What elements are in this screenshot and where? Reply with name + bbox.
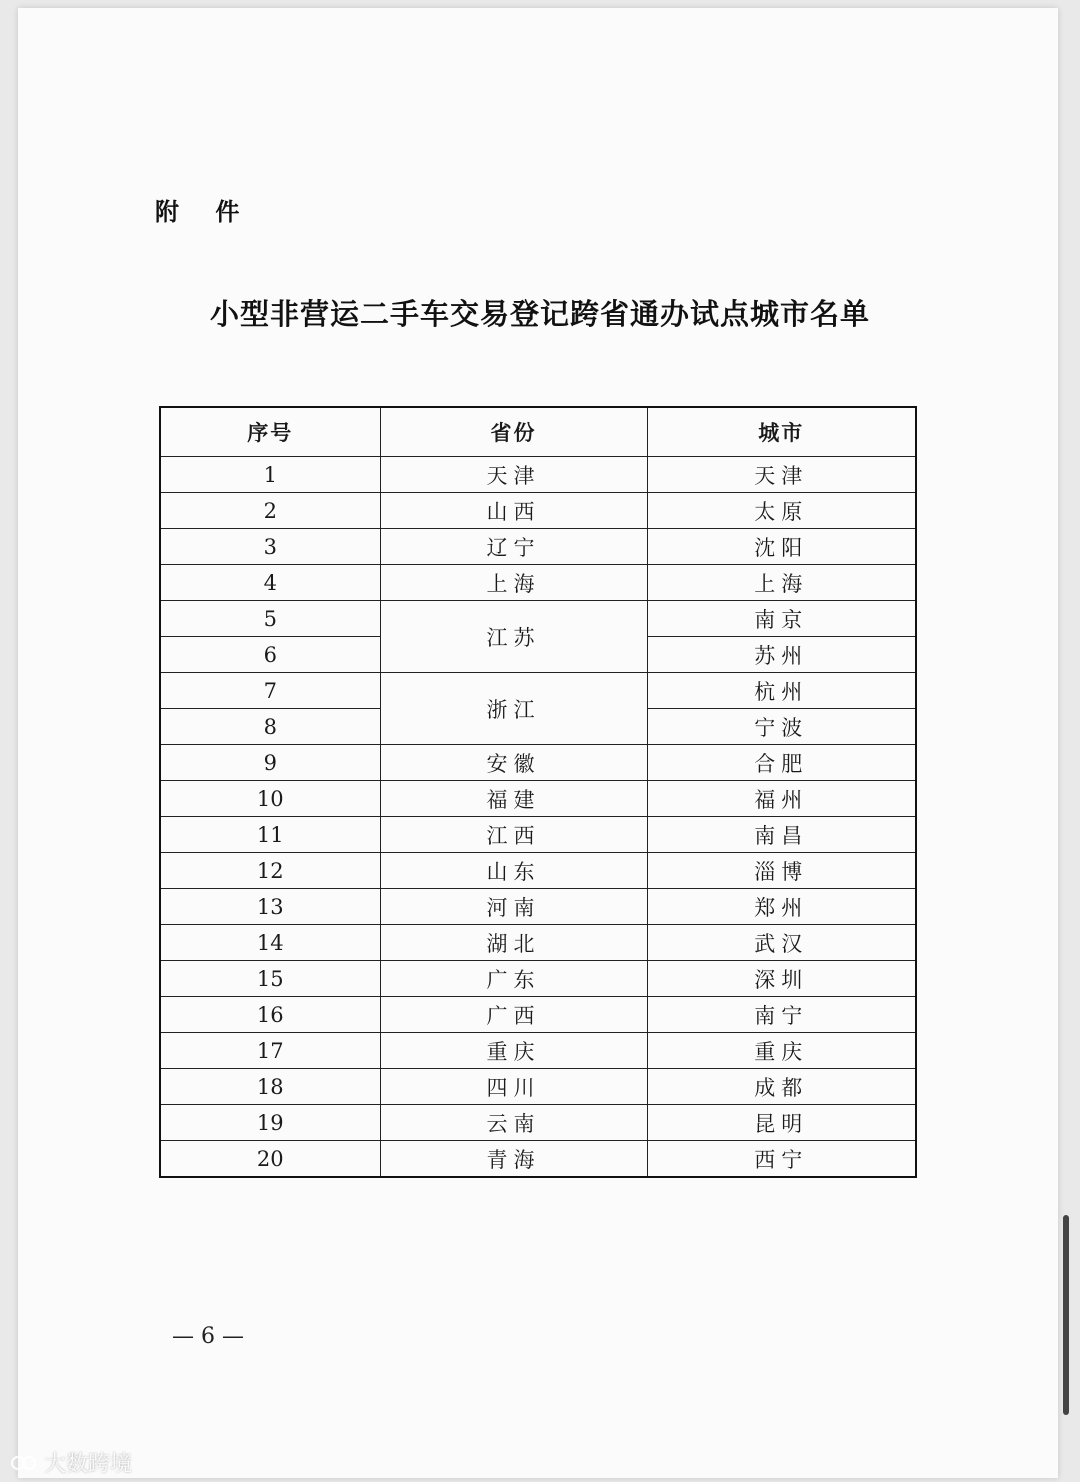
- table-row: [160, 601, 916, 637]
- cell-province: 山东: [380, 853, 647, 889]
- attachment-label: 附 件: [155, 198, 254, 226]
- cell-city: 淄博: [647, 853, 916, 889]
- cell-city: 南宁: [647, 997, 916, 1033]
- cell-number: 9: [160, 745, 380, 781]
- table-row: [160, 1033, 916, 1069]
- table-row: [160, 1069, 916, 1105]
- cell-number: 8: [160, 709, 380, 745]
- table-row: [160, 781, 916, 817]
- header-city: 城市: [647, 407, 916, 457]
- cell-number: 6: [160, 637, 380, 673]
- table-row: [160, 493, 916, 529]
- cell-number: 7: [160, 673, 380, 709]
- cell-number: 5: [160, 601, 380, 637]
- cell-city: 苏州: [647, 637, 916, 673]
- cell-number: 4: [160, 565, 380, 601]
- cell-number: 19: [160, 1105, 380, 1141]
- cell-province: 辽宁: [380, 529, 647, 565]
- cell-city: 成都: [647, 1069, 916, 1105]
- cell-province: 广东: [380, 961, 647, 997]
- watermark: [10, 1447, 132, 1478]
- cell-number: 11: [160, 817, 380, 853]
- table-row: [160, 529, 916, 565]
- document-title: 小型非营运二手车交易登记跨省通办试点城市名单: [209, 297, 870, 331]
- watermark-logo-icon: [10, 1451, 40, 1475]
- cell-province: 山西: [380, 493, 647, 529]
- cell-city: 太原: [647, 493, 916, 529]
- cell-number: 1: [160, 457, 380, 493]
- table-row: [160, 673, 916, 709]
- page-number: — 6 —: [172, 1324, 244, 1349]
- cell-province: 江西: [380, 817, 647, 853]
- cell-province: 江苏: [380, 601, 647, 673]
- table-row: [160, 817, 916, 853]
- table-row: [160, 1105, 916, 1141]
- cell-number: 3: [160, 529, 380, 565]
- cell-number: 17: [160, 1033, 380, 1069]
- cell-city: 武汉: [647, 925, 916, 961]
- cell-province: 云南: [380, 1105, 647, 1141]
- cell-province: 福建: [380, 781, 647, 817]
- cell-province: 重庆: [380, 1033, 647, 1069]
- cell-number: 13: [160, 889, 380, 925]
- cell-number: 20: [160, 1141, 380, 1178]
- cell-number: 15: [160, 961, 380, 997]
- table-row: [160, 961, 916, 997]
- cell-province: 上海: [380, 565, 647, 601]
- table-row: [160, 853, 916, 889]
- cell-city: 南昌: [647, 817, 916, 853]
- cell-province: 安徽: [380, 745, 647, 781]
- cell-number: 12: [160, 853, 380, 889]
- cell-city: 福州: [647, 781, 916, 817]
- table-row: [160, 565, 916, 601]
- table-header-row: [160, 407, 916, 457]
- table-row: [160, 925, 916, 961]
- cell-number: 18: [160, 1069, 380, 1105]
- cell-city: 南京: [647, 601, 916, 637]
- cell-province: 浙江: [380, 673, 647, 745]
- table-row: [160, 889, 916, 925]
- cell-number: 2: [160, 493, 380, 529]
- table-row: [160, 997, 916, 1033]
- cell-province: 广西: [380, 997, 647, 1033]
- cell-city: 宁波: [647, 709, 916, 745]
- cell-city: 杭州: [647, 673, 916, 709]
- header-province: 省份: [380, 407, 647, 457]
- cell-city: 深圳: [647, 961, 916, 997]
- cell-city: 重庆: [647, 1033, 916, 1069]
- cell-city: 郑州: [647, 889, 916, 925]
- cell-province: 河南: [380, 889, 647, 925]
- header-number: 序号: [160, 407, 380, 457]
- cell-number: 10: [160, 781, 380, 817]
- cell-province: 天津: [380, 457, 647, 493]
- cell-city: 昆明: [647, 1105, 916, 1141]
- table-row: [160, 457, 916, 493]
- cell-city: 沈阳: [647, 529, 916, 565]
- scrollbar[interactable]: [1063, 1215, 1069, 1415]
- cell-number: 16: [160, 997, 380, 1033]
- table-row: [160, 1141, 916, 1178]
- cell-province: 湖北: [380, 925, 647, 961]
- cell-city: 上海: [647, 565, 916, 601]
- watermark-text: 大数跨境: [44, 1452, 133, 1477]
- cell-province: 四川: [380, 1069, 647, 1105]
- cell-city: 西宁: [647, 1141, 916, 1178]
- pilot-cities-table: [159, 406, 917, 1178]
- cell-province: 青海: [380, 1141, 647, 1178]
- cell-city: 合肥: [647, 745, 916, 781]
- table-row: [160, 745, 916, 781]
- cell-city: 天津: [647, 457, 916, 493]
- cell-number: 14: [160, 925, 380, 961]
